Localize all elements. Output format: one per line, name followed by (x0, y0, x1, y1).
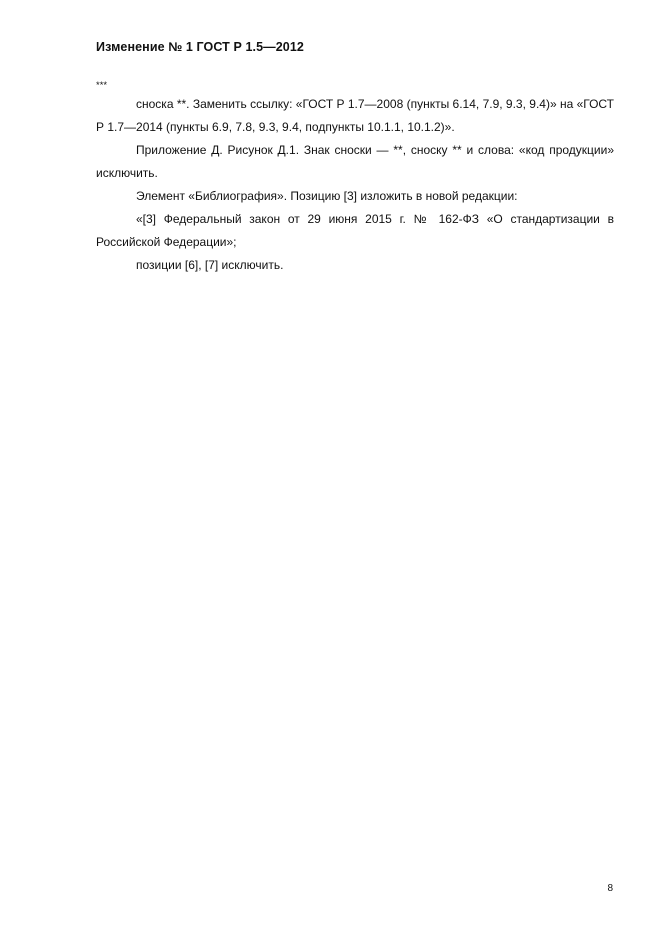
document-body (96, 79, 614, 277)
page-number: 8 (607, 883, 613, 894)
paragraph-appendix-change: Приложение Д. Рисунок Д.1. Знак сноски — **, сноску ** и слова: «код продукции» исключить. (96, 143, 614, 180)
paragraph-bibliography-element: Элемент «Библиография». Позицию [3] изложить в новой редакции: (136, 189, 518, 203)
footnote-marker: *** (96, 80, 108, 91)
paragraph-footnote-change: сноска **. Заменить ссылку: «ГОСТ Р 1.7—2008 (пункты 6.14, 7.9, 9.3, 9.4)» на «ГОСТ Р 1.7—2014 (пункты 6.9, 7.8, 9.3, 9.4, подпункты 10.1.1, 10.1.2)». (96, 97, 615, 134)
paragraph-bibliography-item-3: «[3] Федеральный закон от 29 июня 2015 г. № 162-ФЗ «О стандартизации в Российской Федерации»; (96, 212, 614, 249)
document-header: Изменение № 1 ГОСТ Р 1.5—2012 (96, 40, 304, 54)
paragraph-bibliography-exclusions: позиции [6], [7] исключить. (136, 258, 284, 272)
